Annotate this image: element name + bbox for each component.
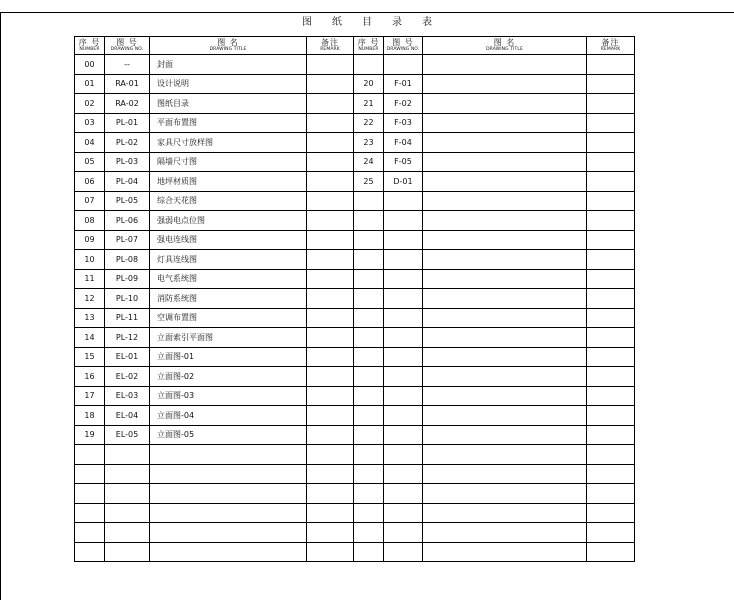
table-row xyxy=(75,386,635,406)
right-number-cell xyxy=(354,406,384,426)
right-drawing-title-cell xyxy=(423,445,587,465)
right-drawing-title-cell xyxy=(423,523,587,543)
right-drawing-title-cell xyxy=(423,211,587,231)
right-drawing-no-cell xyxy=(384,55,423,75)
right-remark-cell xyxy=(587,230,635,250)
right-drawing-no-cell xyxy=(384,523,423,543)
title-char: 目 xyxy=(362,17,372,28)
right-remark-cell xyxy=(587,94,635,114)
right-drawing-no-cell: F-03 xyxy=(384,113,423,133)
right-drawing-title-cell xyxy=(423,347,587,367)
right-drawing-title-cell xyxy=(423,425,587,445)
left-number-cell: 14 xyxy=(75,328,105,348)
left-number-cell xyxy=(75,542,105,562)
right-drawing-title-cell xyxy=(423,113,587,133)
left-drawing-no-cell: PL-04 xyxy=(105,172,150,192)
right-drawing-no-cell xyxy=(384,328,423,348)
header-remark: 备注 REMARK xyxy=(307,37,354,55)
right-drawing-title-cell xyxy=(423,367,587,387)
left-number-cell: 01 xyxy=(75,74,105,94)
right-drawing-no-cell xyxy=(384,347,423,367)
left-drawing-no-cell: PL-02 xyxy=(105,133,150,153)
right-remark-cell xyxy=(587,152,635,172)
table-row xyxy=(75,347,635,367)
left-drawing-title-cell: 综合天花图 xyxy=(150,191,307,211)
table-row xyxy=(75,523,635,543)
table-row xyxy=(75,74,635,94)
right-drawing-no-cell: D-01 xyxy=(384,172,423,192)
left-remark-cell xyxy=(307,172,354,192)
right-number-cell xyxy=(354,230,384,250)
left-number-cell: 15 xyxy=(75,347,105,367)
left-remark-cell xyxy=(307,133,354,153)
right-remark-cell xyxy=(587,523,635,543)
left-drawing-title-cell: 地坪材质图 xyxy=(150,172,307,192)
left-remark-cell xyxy=(307,191,354,211)
table-row xyxy=(75,250,635,270)
right-number-cell xyxy=(354,211,384,231)
left-number-cell xyxy=(75,445,105,465)
left-remark-cell xyxy=(307,503,354,523)
table-row xyxy=(75,191,635,211)
left-remark-cell xyxy=(307,445,354,465)
right-number-cell: 25 xyxy=(354,172,384,192)
header-number: 序 号 NUMBER xyxy=(75,37,105,55)
right-number-cell: 21 xyxy=(354,94,384,114)
right-remark-cell xyxy=(587,172,635,192)
right-drawing-title-cell xyxy=(423,406,587,426)
header-drawing-title: 图 名 DRAWING TITLE xyxy=(150,37,307,55)
left-drawing-no-cell xyxy=(105,464,150,484)
right-drawing-no-cell xyxy=(384,484,423,504)
left-drawing-title-cell: 立面图-05 xyxy=(150,425,307,445)
right-drawing-title-cell xyxy=(423,386,587,406)
left-drawing-no-cell: PL-09 xyxy=(105,269,150,289)
right-number-cell xyxy=(354,308,384,328)
left-remark-cell xyxy=(307,386,354,406)
right-drawing-no-cell xyxy=(384,406,423,426)
left-drawing-title-cell: 立面图-01 xyxy=(150,347,307,367)
right-drawing-no-cell: F-05 xyxy=(384,152,423,172)
right-drawing-title-cell xyxy=(423,289,587,309)
left-drawing-no-cell: EL-02 xyxy=(105,367,150,387)
left-drawing-title-cell: 立面图-04 xyxy=(150,406,307,426)
left-drawing-no-cell xyxy=(105,445,150,465)
table-row xyxy=(75,484,635,504)
left-number-cell: 00 xyxy=(75,55,105,75)
left-number-cell: 09 xyxy=(75,230,105,250)
table-row xyxy=(75,172,635,192)
right-remark-cell xyxy=(587,133,635,153)
left-drawing-title-cell: 立面图-02 xyxy=(150,367,307,387)
table-row xyxy=(75,133,635,153)
right-number-cell: 20 xyxy=(354,74,384,94)
right-drawing-title-cell xyxy=(423,152,587,172)
left-remark-cell xyxy=(307,328,354,348)
right-drawing-title-cell xyxy=(423,55,587,75)
right-drawing-no-cell xyxy=(384,464,423,484)
left-remark-cell xyxy=(307,250,354,270)
left-drawing-title-cell: 图纸目录 xyxy=(150,94,307,114)
table-row xyxy=(75,211,635,231)
right-number-cell xyxy=(354,503,384,523)
left-remark-cell xyxy=(307,464,354,484)
table-row xyxy=(75,94,635,114)
left-drawing-title-cell: 空调布置图 xyxy=(150,308,307,328)
table-row xyxy=(75,328,635,348)
right-drawing-no-cell xyxy=(384,425,423,445)
header-row xyxy=(75,37,635,55)
left-number-cell: 10 xyxy=(75,250,105,270)
right-remark-cell xyxy=(587,308,635,328)
right-remark-cell xyxy=(587,250,635,270)
right-remark-cell xyxy=(587,406,635,426)
left-drawing-no-cell: PL-07 xyxy=(105,230,150,250)
page-title xyxy=(0,13,734,28)
header-drawing-no: 图 号 DRAWING NO. xyxy=(384,37,423,55)
right-number-cell xyxy=(354,542,384,562)
left-number-cell xyxy=(75,464,105,484)
sheet-frame-left xyxy=(0,12,1,600)
right-number-cell xyxy=(354,289,384,309)
left-drawing-title-cell: 强弱电点位图 xyxy=(150,211,307,231)
right-drawing-title-cell xyxy=(423,191,587,211)
left-number-cell: 06 xyxy=(75,172,105,192)
left-number-cell: 07 xyxy=(75,191,105,211)
table-row xyxy=(75,464,635,484)
left-drawing-no-cell: EL-05 xyxy=(105,425,150,445)
left-number-cell: 03 xyxy=(75,113,105,133)
right-drawing-title-cell xyxy=(423,328,587,348)
left-drawing-title-cell: 立面索引平面图 xyxy=(150,328,307,348)
table-row xyxy=(75,425,635,445)
left-drawing-title-cell xyxy=(150,464,307,484)
left-drawing-no-cell: PL-06 xyxy=(105,211,150,231)
right-drawing-no-cell xyxy=(384,269,423,289)
left-remark-cell xyxy=(307,74,354,94)
left-number-cell xyxy=(75,503,105,523)
right-number-cell: 24 xyxy=(354,152,384,172)
right-remark-cell xyxy=(587,55,635,75)
right-number-cell xyxy=(354,191,384,211)
left-remark-cell xyxy=(307,347,354,367)
left-drawing-title-cell xyxy=(150,445,307,465)
left-number-cell: 11 xyxy=(75,269,105,289)
left-remark-cell xyxy=(307,94,354,114)
table-row xyxy=(75,503,635,523)
left-drawing-title-cell: 强电连线图 xyxy=(150,230,307,250)
left-drawing-title-cell: 灯具连线图 xyxy=(150,250,307,270)
drawing-index-table xyxy=(74,36,635,562)
right-drawing-no-cell xyxy=(384,542,423,562)
right-drawing-no-cell xyxy=(384,230,423,250)
left-drawing-no-cell: PL-03 xyxy=(105,152,150,172)
left-number-cell: 13 xyxy=(75,308,105,328)
left-drawing-title-cell: 封面 xyxy=(150,55,307,75)
right-remark-cell xyxy=(587,347,635,367)
left-remark-cell xyxy=(307,425,354,445)
right-number-cell xyxy=(354,484,384,504)
left-drawing-no-cell xyxy=(105,484,150,504)
header-number: 序 号 NUMBER xyxy=(354,37,384,55)
left-drawing-no-cell: PL-05 xyxy=(105,191,150,211)
left-remark-cell xyxy=(307,113,354,133)
left-drawing-title-cell: 隔墙尺寸图 xyxy=(150,152,307,172)
left-number-cell: 08 xyxy=(75,211,105,231)
right-remark-cell xyxy=(587,211,635,231)
left-drawing-no-cell: EL-01 xyxy=(105,347,150,367)
left-number-cell xyxy=(75,484,105,504)
left-remark-cell xyxy=(307,523,354,543)
left-drawing-no-cell: EL-04 xyxy=(105,406,150,426)
left-drawing-no-cell: PL-12 xyxy=(105,328,150,348)
right-remark-cell xyxy=(587,367,635,387)
table-row xyxy=(75,152,635,172)
right-number-cell xyxy=(354,269,384,289)
right-number-cell xyxy=(354,55,384,75)
right-drawing-no-cell xyxy=(384,503,423,523)
right-drawing-title-cell xyxy=(423,484,587,504)
header-remark: 备注 REMARK xyxy=(587,37,635,55)
title-char: 纸 xyxy=(332,17,342,28)
left-drawing-no-cell: PL-01 xyxy=(105,113,150,133)
title-char: 表 xyxy=(422,17,432,28)
left-drawing-no-cell xyxy=(105,503,150,523)
header-drawing-no: 图 号 DRAWING NO. xyxy=(105,37,150,55)
left-number-cell: 02 xyxy=(75,94,105,114)
left-drawing-title-cell xyxy=(150,523,307,543)
left-drawing-title-cell xyxy=(150,503,307,523)
right-drawing-title-cell xyxy=(423,133,587,153)
table-row xyxy=(75,406,635,426)
table-row xyxy=(75,445,635,465)
right-remark-cell xyxy=(587,484,635,504)
right-remark-cell xyxy=(587,503,635,523)
right-remark-cell xyxy=(587,464,635,484)
right-remark-cell xyxy=(587,269,635,289)
left-remark-cell xyxy=(307,308,354,328)
left-drawing-title-cell: 电气系统图 xyxy=(150,269,307,289)
left-drawing-no-cell: EL-03 xyxy=(105,386,150,406)
left-number-cell: 16 xyxy=(75,367,105,387)
right-remark-cell xyxy=(587,328,635,348)
table-row xyxy=(75,542,635,562)
left-drawing-title-cell: 立面图-03 xyxy=(150,386,307,406)
left-drawing-title-cell: 设计说明 xyxy=(150,74,307,94)
right-drawing-no-cell: F-01 xyxy=(384,74,423,94)
right-remark-cell xyxy=(587,289,635,309)
left-drawing-no-cell: -- xyxy=(105,55,150,75)
left-remark-cell xyxy=(307,542,354,562)
left-number-cell: 19 xyxy=(75,425,105,445)
left-remark-cell xyxy=(307,406,354,426)
right-drawing-no-cell xyxy=(384,289,423,309)
right-drawing-no-cell xyxy=(384,386,423,406)
right-drawing-title-cell xyxy=(423,94,587,114)
left-number-cell xyxy=(75,523,105,543)
header-drawing-title: 图 名 DRAWING TITLE xyxy=(423,37,587,55)
right-number-cell xyxy=(354,445,384,465)
left-remark-cell xyxy=(307,211,354,231)
right-drawing-no-cell xyxy=(384,445,423,465)
table-row xyxy=(75,367,635,387)
right-number-cell: 23 xyxy=(354,133,384,153)
left-remark-cell xyxy=(307,55,354,75)
left-drawing-title-cell: 消防系统图 xyxy=(150,289,307,309)
left-drawing-no-cell: PL-11 xyxy=(105,308,150,328)
right-drawing-no-cell: F-02 xyxy=(384,94,423,114)
right-number-cell xyxy=(354,425,384,445)
right-drawing-title-cell xyxy=(423,542,587,562)
table-row xyxy=(75,269,635,289)
left-remark-cell xyxy=(307,367,354,387)
left-drawing-title-cell xyxy=(150,484,307,504)
left-drawing-no-cell: RA-01 xyxy=(105,74,150,94)
table-row xyxy=(75,308,635,328)
left-number-cell: 05 xyxy=(75,152,105,172)
right-drawing-no-cell xyxy=(384,191,423,211)
left-drawing-title-cell: 家具尺寸放样图 xyxy=(150,133,307,153)
right-remark-cell xyxy=(587,425,635,445)
table-row xyxy=(75,113,635,133)
left-remark-cell xyxy=(307,484,354,504)
right-drawing-title-cell xyxy=(423,464,587,484)
table-row xyxy=(75,55,635,75)
right-remark-cell xyxy=(587,542,635,562)
right-drawing-no-cell xyxy=(384,211,423,231)
left-drawing-title-cell xyxy=(150,542,307,562)
right-drawing-title-cell xyxy=(423,269,587,289)
right-number-cell xyxy=(354,523,384,543)
right-number-cell xyxy=(354,464,384,484)
left-drawing-no-cell: PL-10 xyxy=(105,289,150,309)
left-number-cell: 04 xyxy=(75,133,105,153)
left-drawing-title-cell: 平面布置图 xyxy=(150,113,307,133)
right-drawing-no-cell xyxy=(384,367,423,387)
left-remark-cell xyxy=(307,230,354,250)
right-drawing-no-cell: F-04 xyxy=(384,133,423,153)
table-row xyxy=(75,289,635,309)
left-drawing-no-cell: PL-08 xyxy=(105,250,150,270)
right-remark-cell xyxy=(587,445,635,465)
left-number-cell: 18 xyxy=(75,406,105,426)
right-number-cell xyxy=(354,386,384,406)
right-remark-cell xyxy=(587,191,635,211)
right-number-cell xyxy=(354,367,384,387)
right-number-cell xyxy=(354,250,384,270)
table-row xyxy=(75,230,635,250)
right-number-cell: 22 xyxy=(354,113,384,133)
right-remark-cell xyxy=(587,74,635,94)
right-drawing-title-cell xyxy=(423,74,587,94)
left-remark-cell xyxy=(307,289,354,309)
right-drawing-no-cell xyxy=(384,308,423,328)
left-drawing-no-cell xyxy=(105,523,150,543)
right-number-cell xyxy=(354,347,384,367)
right-drawing-title-cell xyxy=(423,250,587,270)
left-number-cell: 12 xyxy=(75,289,105,309)
right-remark-cell xyxy=(587,386,635,406)
left-number-cell: 17 xyxy=(75,386,105,406)
title-char: 图 xyxy=(302,17,312,28)
right-number-cell xyxy=(354,328,384,348)
title-char: 录 xyxy=(392,17,402,28)
right-remark-cell xyxy=(587,113,635,133)
right-drawing-title-cell xyxy=(423,503,587,523)
right-drawing-title-cell xyxy=(423,308,587,328)
left-drawing-no-cell: RA-02 xyxy=(105,94,150,114)
right-drawing-title-cell xyxy=(423,230,587,250)
left-remark-cell xyxy=(307,152,354,172)
right-drawing-no-cell xyxy=(384,250,423,270)
right-drawing-title-cell xyxy=(423,172,587,192)
left-remark-cell xyxy=(307,269,354,289)
left-drawing-no-cell xyxy=(105,542,150,562)
